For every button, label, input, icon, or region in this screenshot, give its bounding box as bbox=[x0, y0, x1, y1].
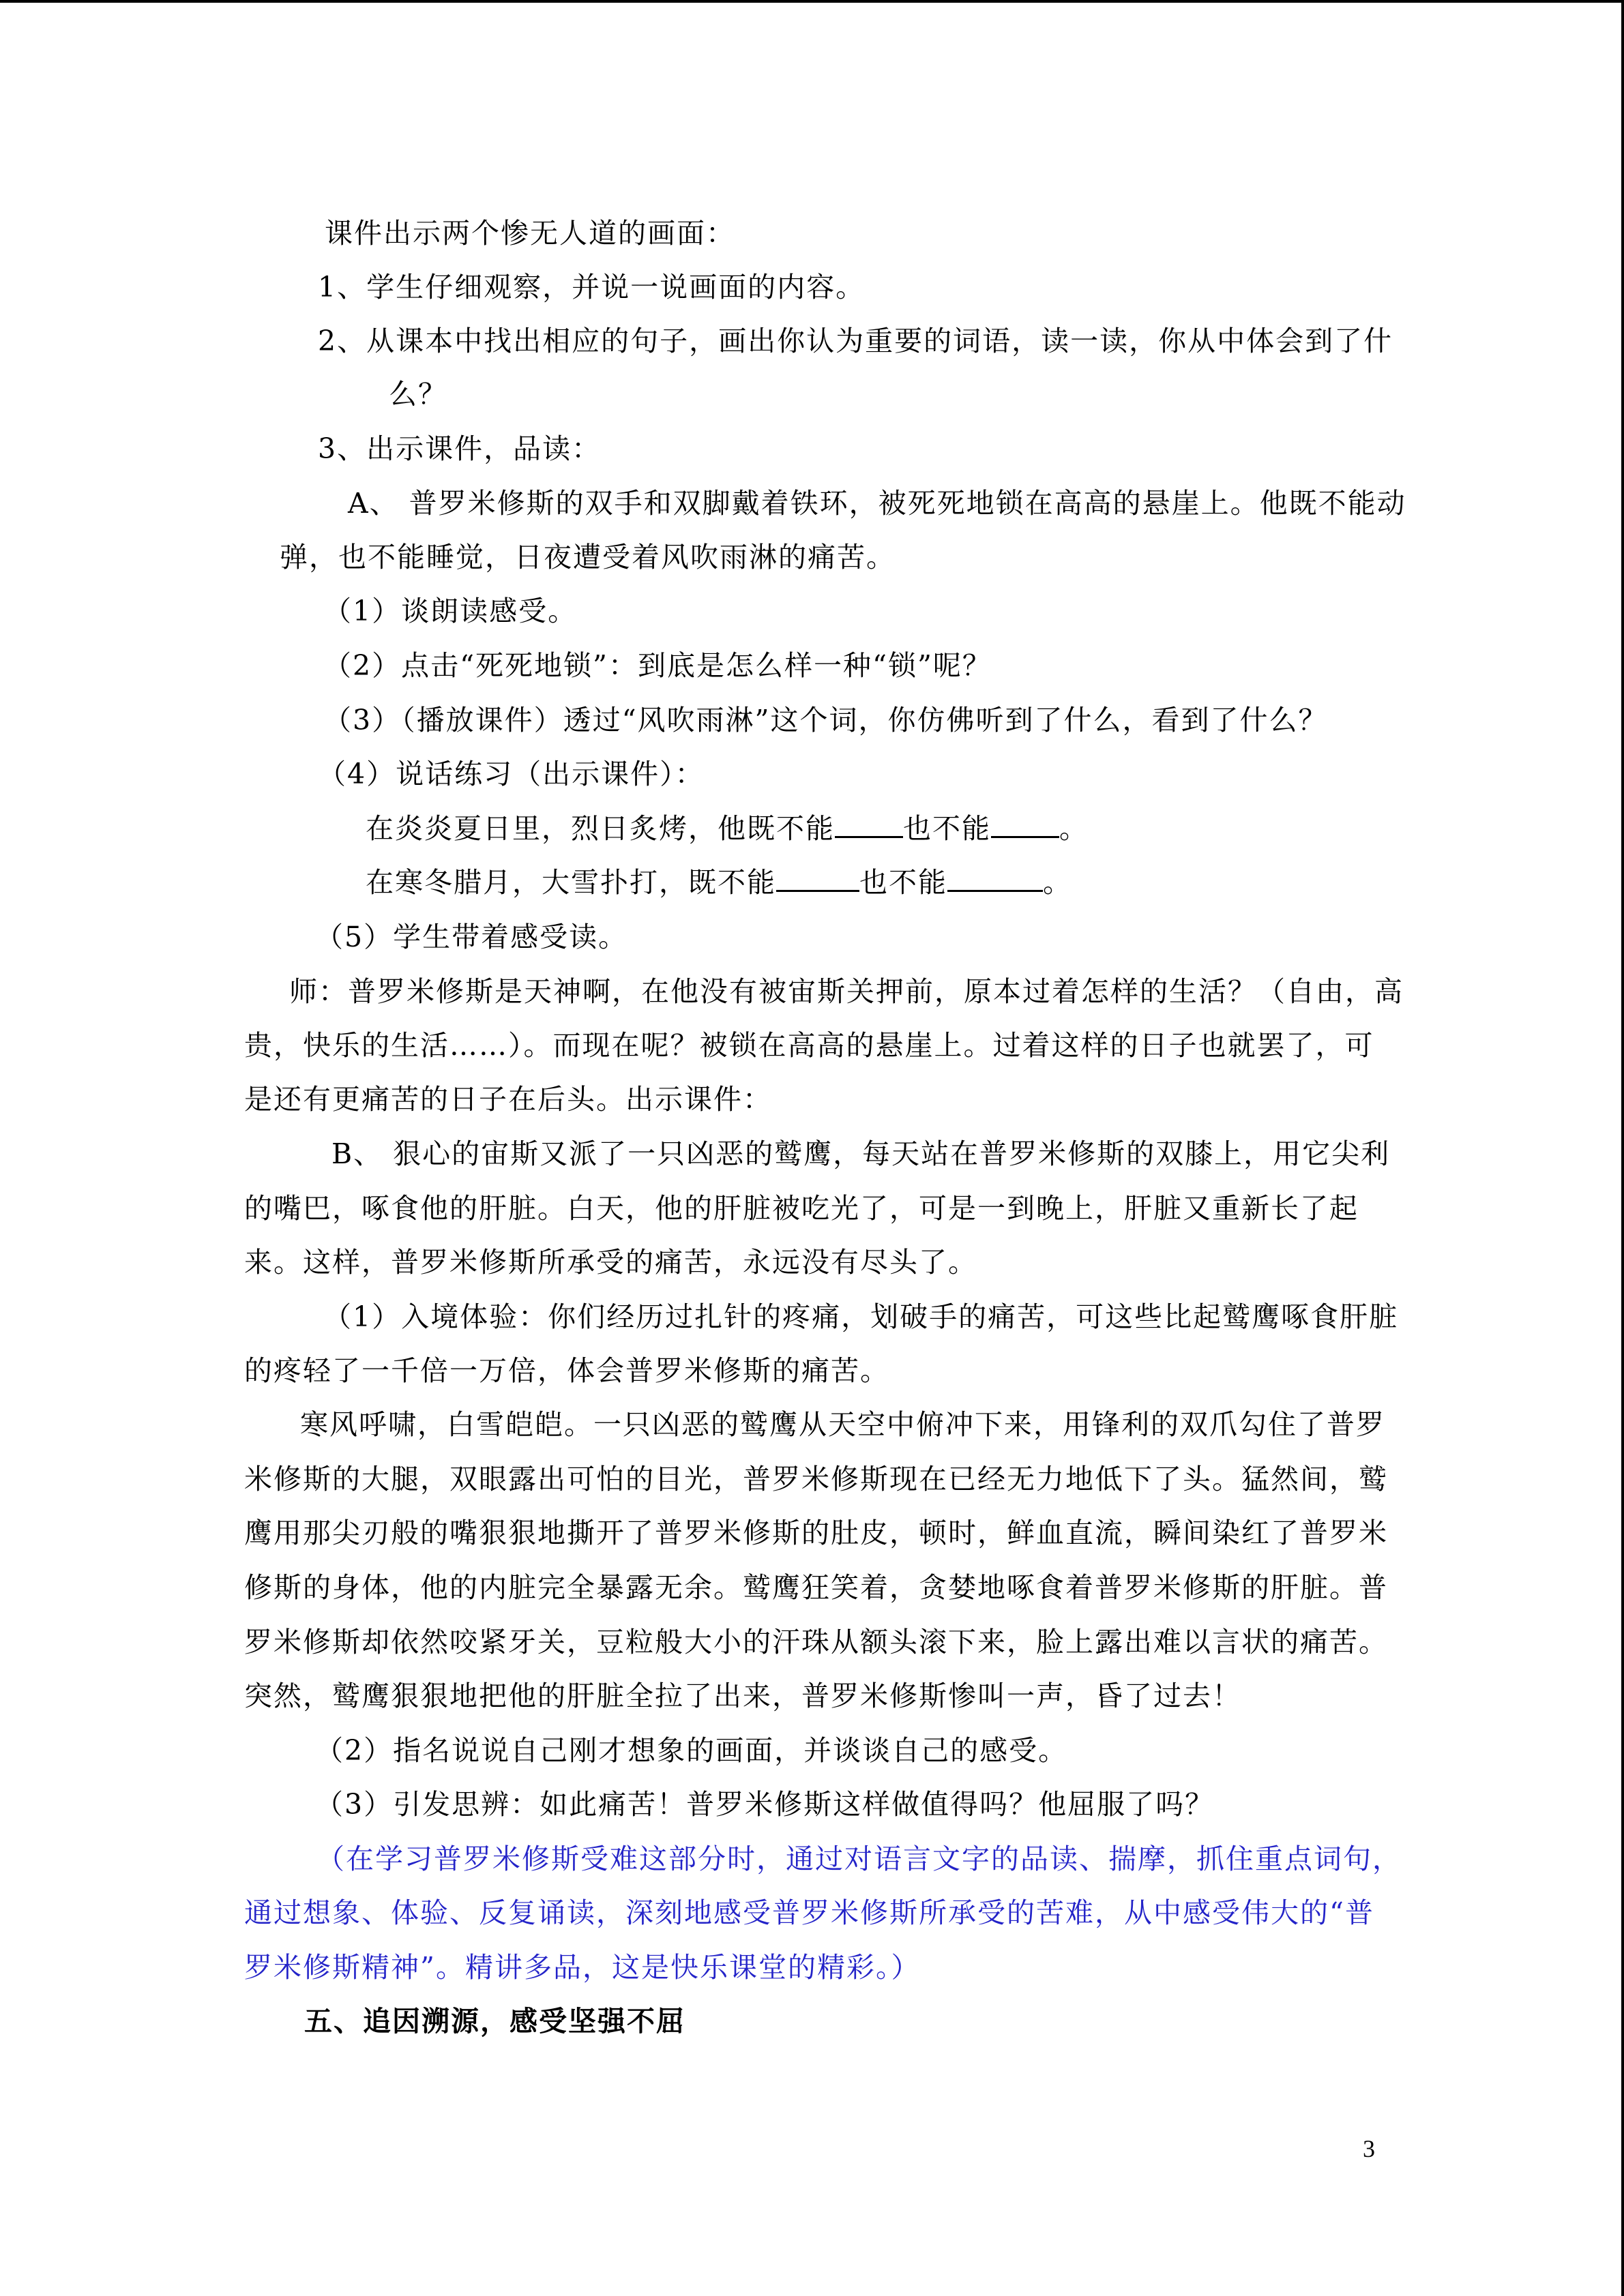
paragraph-line: B、 狠心的宙斯又派了一只凶恶的鹫鹰，每天站在普罗米修斯的双膝上，用它尖利 bbox=[331, 1137, 1391, 1170]
fill-text: 。 bbox=[1059, 812, 1089, 845]
fill-text: 也不能 bbox=[903, 812, 991, 845]
fill-blank-line-1 bbox=[366, 809, 1089, 848]
paragraph-line: （5）学生带着感受读。 bbox=[315, 921, 628, 953]
blank-field bbox=[776, 865, 859, 892]
paragraph-line: 修斯的身体，他的内脏完全暴露无余。鹫鹰狂笑着，贪婪地啄食着普罗米修斯的肝脏。普 bbox=[244, 1571, 1388, 1604]
commentary-line: 通过想象、体验、反复诵读，深刻地感受普罗米修斯所承受的苦难，从中感受伟大的“普 bbox=[244, 1896, 1374, 1929]
paragraph-line: （1）入境体验：你们经历过扎针的疼痛，划破手的痛苦，可这些比起鹫鹰啄食肝脏 bbox=[323, 1300, 1399, 1333]
paragraph-line: （1）谈朗读感受。 bbox=[323, 595, 578, 627]
paragraph-line: 贵，快乐的生活……）。而现在呢？被锁在高高的悬崖上。过着这样的日子也就罢了，可 bbox=[244, 1029, 1374, 1062]
blank-field bbox=[947, 865, 1043, 892]
paragraph-line: 2、从课本中找出相应的句子，画出你认为重要的词语，读一读，你从中体会到了什 bbox=[318, 325, 1393, 357]
paragraph-line: （2）点击“死死地锁”：到底是怎么样一种“锁”呢？ bbox=[323, 649, 992, 682]
paragraph-line: 是还有更痛苦的日子在后头。出示课件： bbox=[244, 1083, 772, 1116]
fill-text: 也不能 bbox=[859, 866, 947, 899]
paragraph-line: 的嘴巴，啄食他的肝脏。白天，他的肝脏被吃光了，可是一到晚上，肝脏又重新长了起 bbox=[244, 1192, 1359, 1225]
commentary-line: （在学习普罗米修斯受难这部分时，通过对语言文字的品读、揣摩，抓住重点词句， bbox=[316, 1843, 1402, 1875]
section-heading: 五、追因溯源，感受坚强不屈 bbox=[304, 2005, 685, 2038]
paragraph-line: 罗米修斯却依然咬紧牙关，豆粒般大小的汗珠从额头滚下来，脸上露出难以言状的痛苦。 bbox=[244, 1626, 1388, 1658]
commentary-line: 罗米修斯精神”。精讲多品，这是快乐课堂的精彩。） bbox=[244, 1951, 921, 1984]
paragraph-line: 1、学生仔细观察，并说一说画面的内容。 bbox=[318, 271, 866, 303]
fill-blank-line-2 bbox=[366, 863, 1072, 901]
paragraph-line: 的疼轻了一千倍一万倍，体会普罗米修斯的痛苦。 bbox=[244, 1354, 889, 1387]
fill-text: 在寒冬腊月，大雪扑打，既不能 bbox=[366, 866, 776, 899]
paragraph-line: （2）指名说说自己刚才想象的画面，并谈谈自己的感受。 bbox=[315, 1734, 1068, 1767]
page-number: 3 bbox=[1363, 2135, 1375, 2162]
paragraph-line: 么？ bbox=[389, 378, 447, 411]
paragraph-line: 米修斯的大腿，双眼露出可怕的目光，普罗米修斯现在已经无力地低下了头。猛然间，鹫 bbox=[244, 1463, 1388, 1495]
blank-field bbox=[991, 811, 1059, 838]
paragraph-line: （3）（播放课件）透过“风吹雨淋”这个词，你仿佛听到了什么，看到了什么？ bbox=[323, 704, 1328, 736]
paragraph-line: 突然，鹫鹰狠狠地把他的肝脏全拉了出来，普罗米修斯惨叫一声，昏了过去！ bbox=[244, 1680, 1241, 1712]
paragraph-line: 弹，也不能睡觉，日夜遭受着风吹雨淋的痛苦。 bbox=[280, 541, 896, 573]
paragraph-line: A、 普罗米修斯的双手和双脚戴着铁环，被死死地锁在高高的悬崖上。他既不能动 bbox=[348, 487, 1406, 520]
paragraph-line: 鹰用那尖刃般的嘴狠狠地撕开了普罗米修斯的肚皮，顿时，鲜血直流，瞬间染红了普罗米 bbox=[244, 1517, 1388, 1549]
fill-text: 。 bbox=[1043, 866, 1072, 899]
paragraph-line: 寒风呼啸，白雪皑皑。一只凶恶的鹫鹰从天空中俯冲下来，用锋利的双爪勾住了普罗 bbox=[300, 1408, 1385, 1441]
paragraph-line: 课件出示两个惨无人道的画面： bbox=[325, 217, 735, 250]
fill-text: 在炎炎夏日里，烈日炙烤，他既不能 bbox=[366, 812, 835, 845]
paragraph-line: 3、出示课件，品读： bbox=[318, 432, 602, 465]
paragraph-line: 师：普罗米修斯是天神啊，在他没有被宙斯关押前，原本过着怎样的生活？（自由，高 bbox=[289, 975, 1404, 1008]
paragraph-line: （4）说话练习（出示课件）： bbox=[318, 758, 705, 790]
paragraph-line: 来。这样，普罗米修斯所承受的痛苦，永远没有尽头了。 bbox=[244, 1246, 977, 1279]
paragraph-line: （3）引发思辨：如此痛苦！普罗米修斯这样做值得吗？他屈服了吗？ bbox=[315, 1788, 1215, 1821]
blank-field bbox=[835, 811, 903, 838]
